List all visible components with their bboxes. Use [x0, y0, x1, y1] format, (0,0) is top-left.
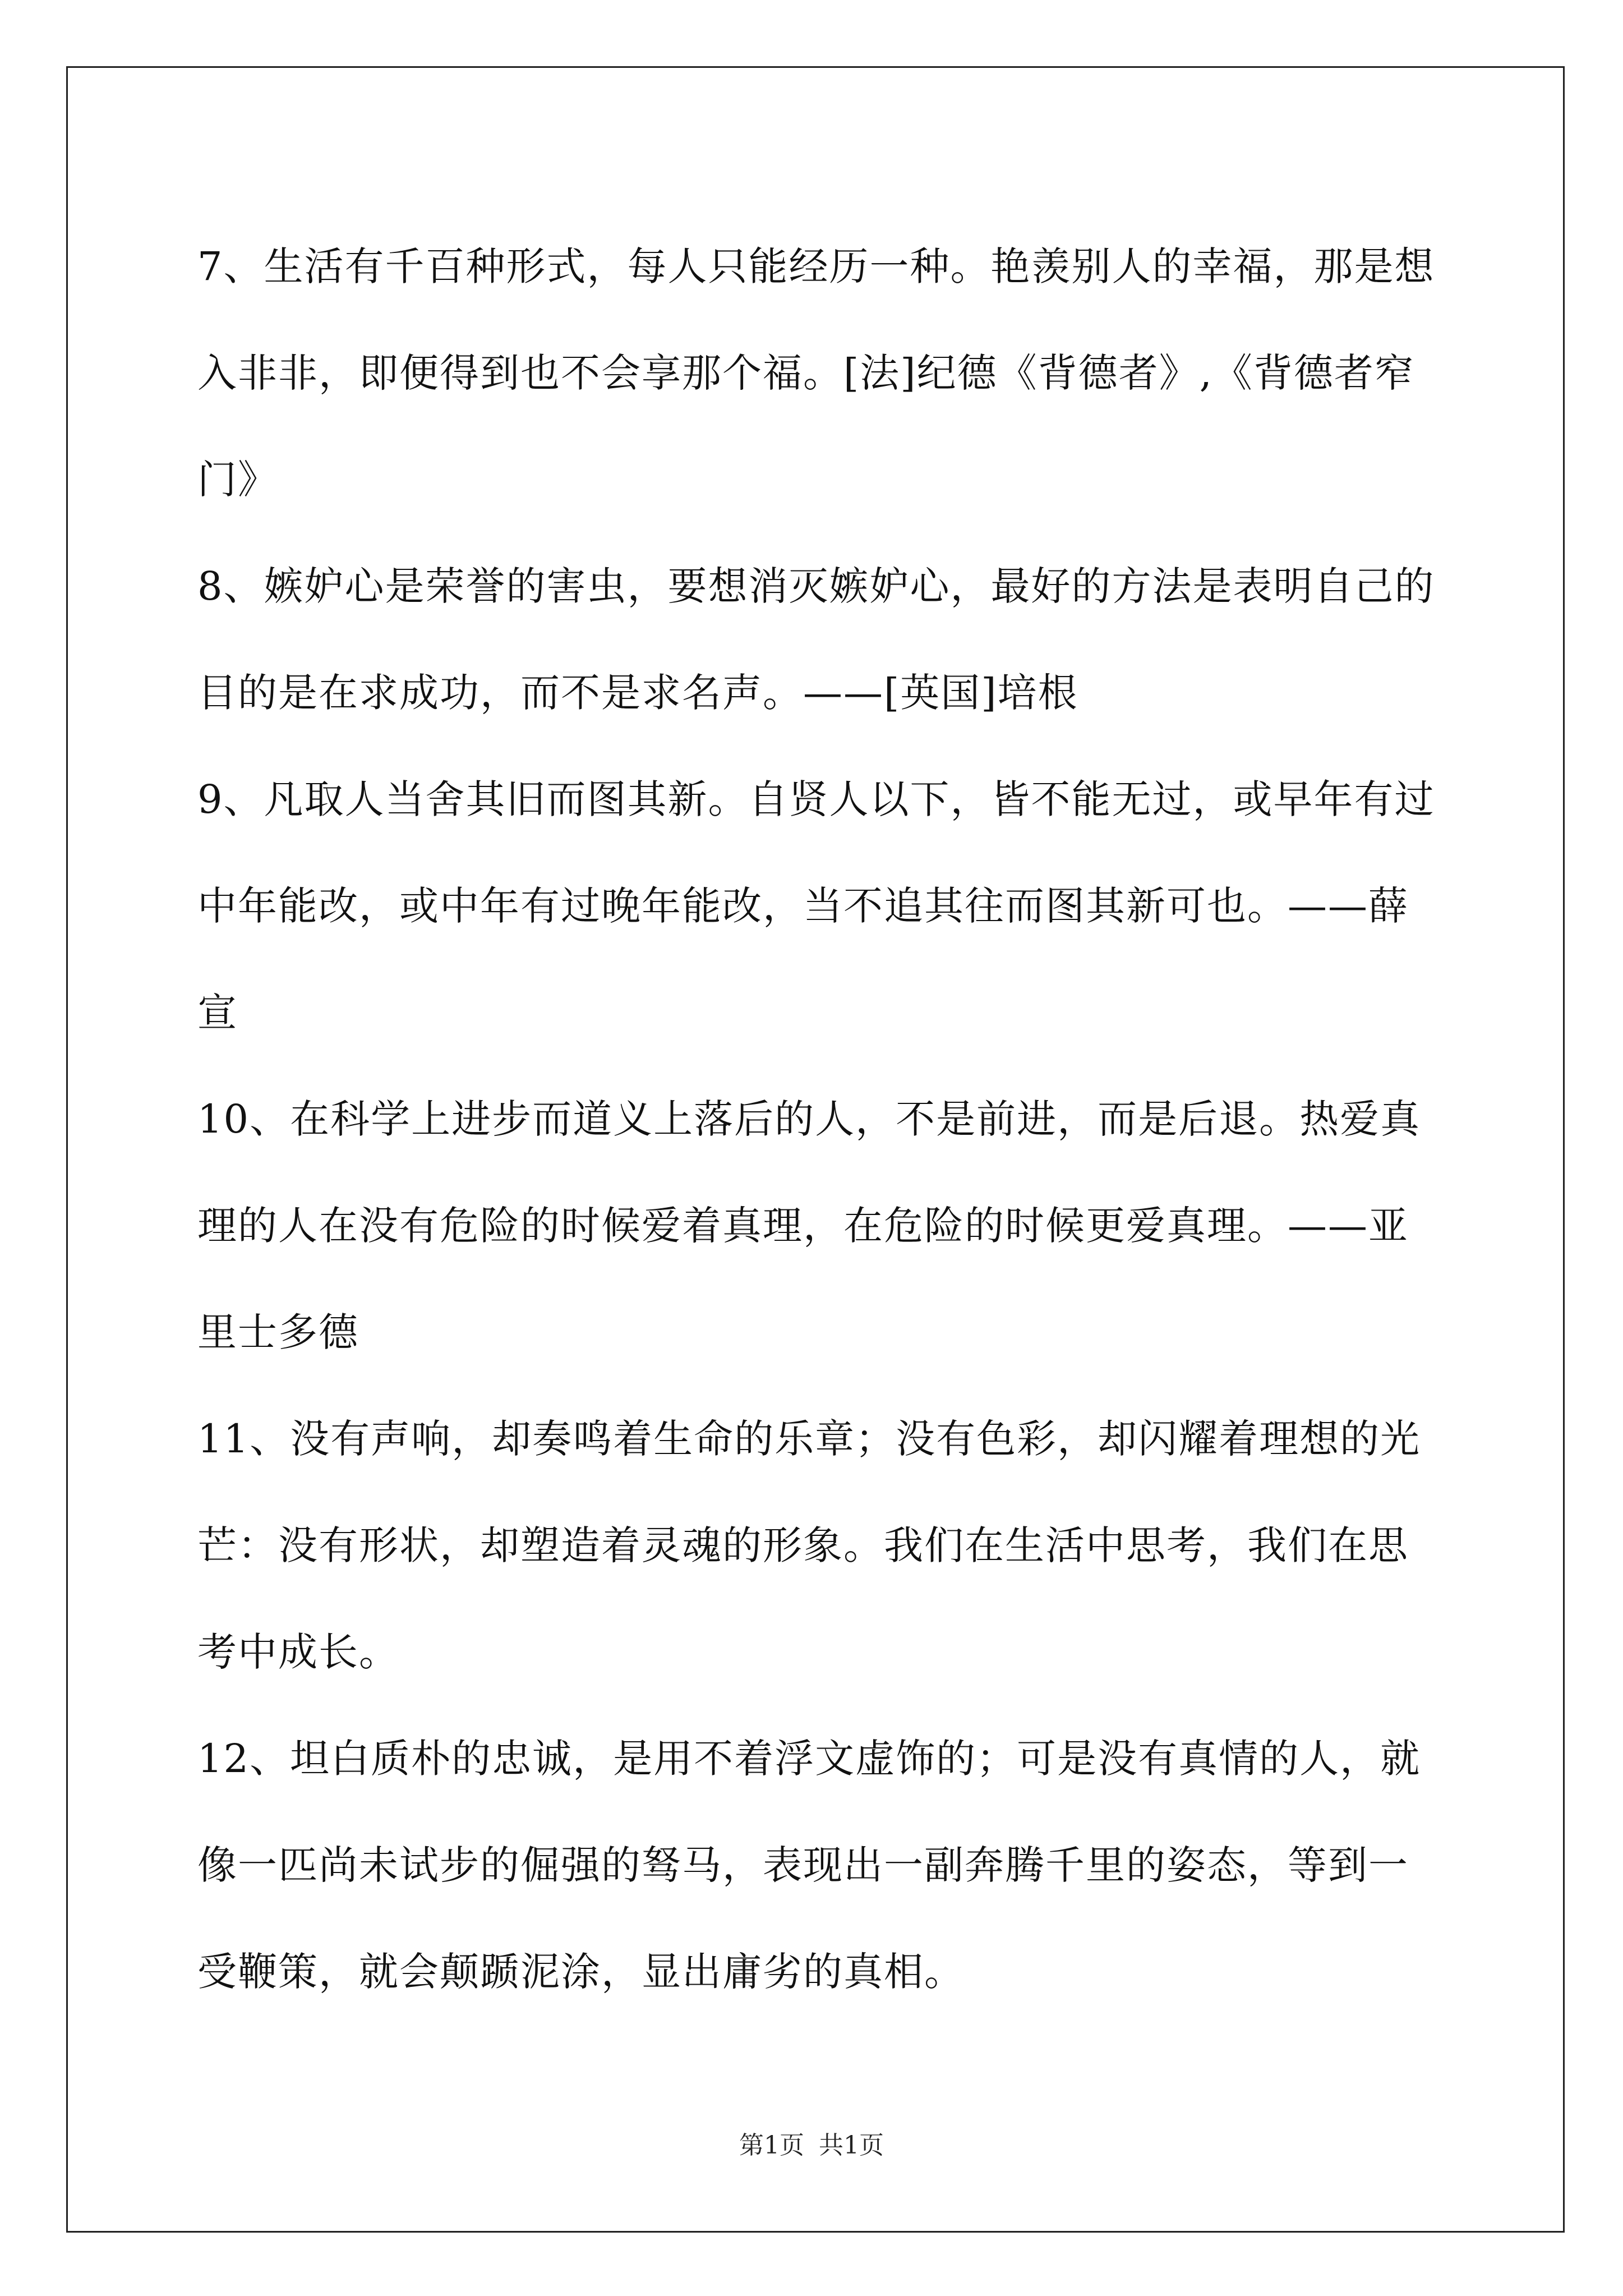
text-line: 10、在科学上进步而道义上落后的人，不是前进，而是后退。热爱真 [197, 1096, 1421, 1142]
text-line: 9、凡取人当舍其旧而图其新。自贤人以下，皆不能无过，或早年有过 [197, 776, 1435, 822]
text-line: 像一匹尚未试步的倔强的驽马，表现出一副奔腾千里的姿态，等到一 [197, 1842, 1409, 1888]
document-body [197, 213, 1437, 2025]
text-line: 考中成长。 [197, 1629, 399, 1675]
text-line: 12、坦白质朴的忠诚，是用不着浮文虚饰的；可是没有真情的人，就 [197, 1736, 1421, 1782]
text-line: 入非非，即便得到也不会享那个福。[法]纪德《背德者》,《背德者窄 [197, 350, 1415, 396]
text-line: 中年能改，或中年有过晚年能改，当不追其往而图其新可也。——薛 [197, 883, 1409, 929]
text-line: 受鞭策，就会颠踬泥涂，显出庸劣的真相。 [197, 1949, 965, 1995]
text-line: 宣 [197, 990, 238, 1036]
text-line: 11、没有声响，却奏鸣着生命的乐章；没有色彩，却闪耀着理想的光 [197, 1416, 1421, 1462]
text-line: 目的是在求成功，而不是求名声。——[英国]培根 [197, 670, 1078, 716]
text-line: 里士多德 [197, 1309, 359, 1355]
page-total: 共1页 [819, 2131, 884, 2160]
text-line: 芒：没有形状，却塑造着灵魂的形象。我们在生活中思考，我们在思 [197, 1522, 1409, 1568]
text-line: 8、嫉妒心是荣誉的害虫，要想消灭嫉妒心，最好的方法是表明自己的 [197, 563, 1435, 609]
text-line: 7、生活有千百种形式，每人只能经历一种。艳羡别人的幸福，那是想 [197, 243, 1435, 289]
page-number: 第1页 [739, 2131, 804, 2160]
page-footer [0, 2129, 1623, 2162]
text-line: 门》 [197, 457, 278, 503]
text-line: 理的人在没有危险的时候爱着真理，在危险的时候更爱真理。——亚 [197, 1203, 1409, 1249]
